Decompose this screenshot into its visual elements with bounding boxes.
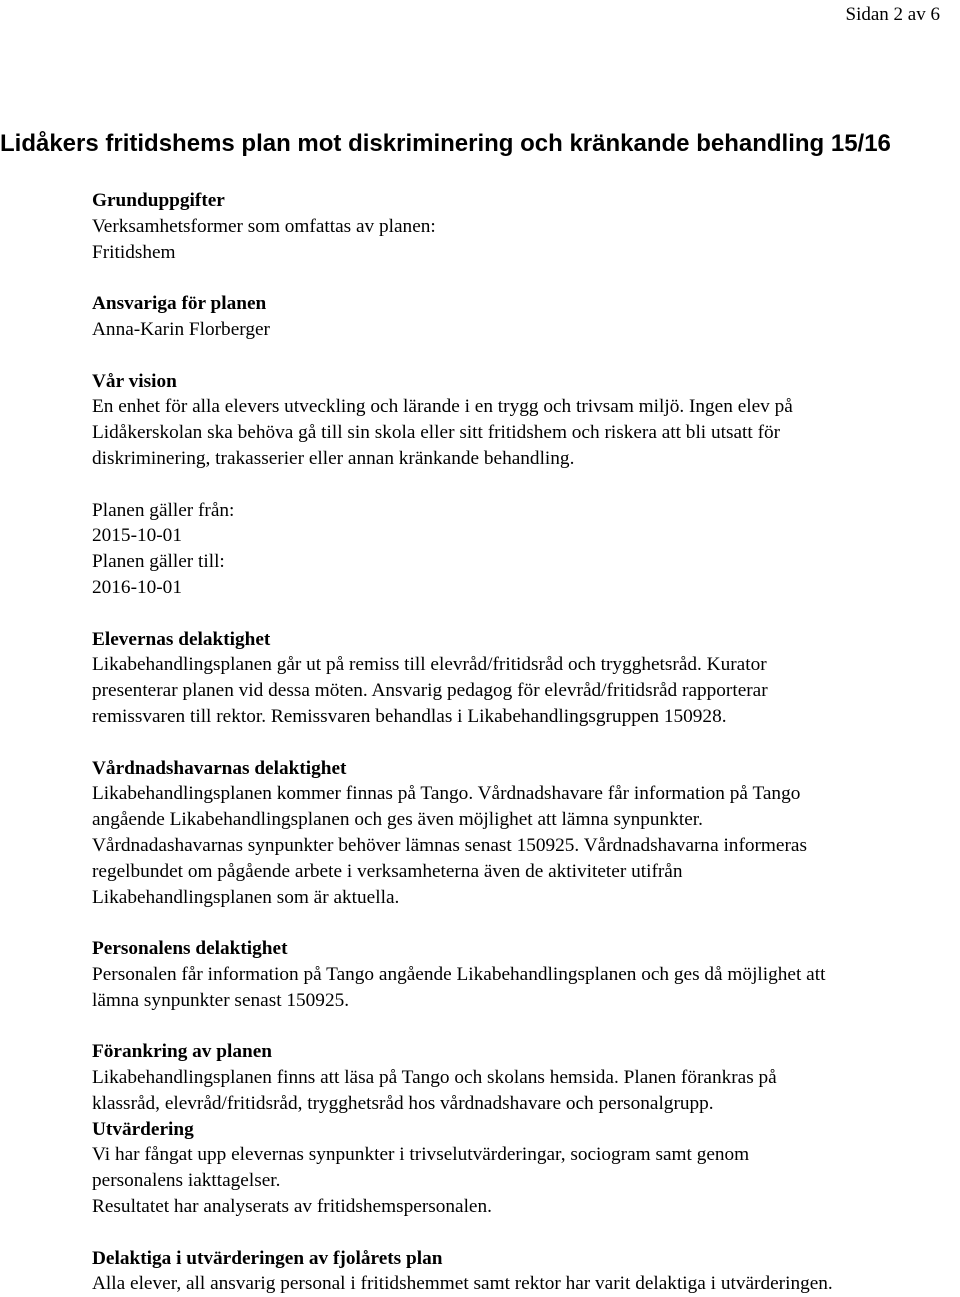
- section-heading: Förankring av planen: [92, 1041, 272, 1063]
- body-line: klassråd, elevråd/fritidsråd, trygghetsråd hos vårdnadshavare och personalgrupp.: [92, 1092, 714, 1114]
- page-number: Sidan 2 av 6: [845, 4, 940, 25]
- document-body: [92, 188, 947, 1297]
- body-line: Anna-Karin Florberger: [92, 318, 270, 340]
- section-heading: Elevernas delaktighet: [92, 628, 271, 650]
- section-utvardering: [92, 1117, 947, 1220]
- body-line: En enhet för alla elevers utveckling och lärande i en trygg och trivsam miljö. Ingen elev på: [92, 396, 793, 418]
- section-grunduppgifter: [92, 188, 947, 265]
- valid-from-date: 2015-10-01: [92, 525, 182, 547]
- body-line: presenterar planen vid dessa möten. Ansvarig pedagog för elevråd/fritidsråd rapporterar: [92, 680, 768, 702]
- body-line: remissvaren till rektor. Remissvaren behandlas i Likabehandlingsgruppen 150928.: [92, 705, 727, 727]
- section-heading: Personalens delaktighet: [92, 938, 288, 960]
- body-line: angående Likabehandlingsplanen och ges även möjlighet att lämna synpunkter.: [92, 809, 703, 831]
- body-line: Likabehandlingsplanen finns att läsa på Tango och skolans hemsida. Planen förankras på: [92, 1067, 777, 1089]
- section-delaktiga-utvardering: [92, 1246, 947, 1297]
- section-personalens-delaktighet: [92, 936, 947, 1013]
- section-vardnadshavarnas-delaktighet: [92, 756, 947, 911]
- body-line: Personalen får information på Tango angående Likabehandlingsplanen och ges då möjlighet att: [92, 963, 826, 985]
- section-heading: Vår vision: [92, 370, 177, 392]
- body-line: lämna synpunkter senast 150925.: [92, 989, 350, 1011]
- body-line: diskriminering, trakasserier eller annan kränkande behandling.: [92, 447, 575, 469]
- body-line: Vårdnadashavarnas synpunkter behöver lämnas senast 150925. Vårdnadshavarna informeras: [92, 834, 807, 856]
- section-giltighet: [92, 498, 947, 601]
- body-line: Fritidshem: [92, 241, 176, 263]
- body-line: Alla elever, all ansvarig personal i fritidshemmet samt rektor har varit delaktiga i utvärderingen.: [92, 1273, 833, 1295]
- body-line: personalens iakttagelser.: [92, 1170, 281, 1192]
- valid-to-date: 2016-10-01: [92, 576, 182, 598]
- section-heading: Vårdnadshavarnas delaktighet: [92, 757, 347, 779]
- section-heading: Delaktiga i utvärderingen av fjolårets plan: [92, 1247, 443, 1269]
- section-heading: Ansvariga för planen: [92, 293, 267, 315]
- body-line: Likabehandlingsplanen som är aktuella.: [92, 886, 400, 908]
- section-elevernas-delaktighet: [92, 627, 947, 730]
- section-ansvariga: [92, 291, 947, 343]
- valid-from-label: Planen gäller från:: [92, 499, 235, 521]
- body-line: Lidåkerskolan ska behöva gå till sin skola eller sitt fritidshem och riskera att bli utsatt för: [92, 422, 781, 444]
- body-line: Likabehandlingsplanen går ut på remiss till elevråd/fritidsråd och trygghetsråd. Kurator: [92, 654, 767, 676]
- body-line: Likabehandlingsplanen kommer finnas på Tango. Vårdnadshavare får information på Tango: [92, 783, 801, 805]
- body-line: Vi har fångat upp elevernas synpunkter i trivselutvärderingar, sociogram samt genom: [92, 1144, 750, 1166]
- section-forankring: [92, 1039, 947, 1116]
- document-title: Lidåkers fritidshems plan mot diskriminering och kränkande behandling 15/16: [0, 130, 891, 157]
- body-line: Resultatet har analyserats av fritidshemspersonalen.: [92, 1196, 492, 1218]
- body-line: Verksamhetsformer som omfattas av planen:: [92, 215, 436, 237]
- section-heading: Grunduppgifter: [92, 190, 225, 211]
- section-vision: [92, 369, 947, 472]
- section-heading: Utvärdering: [92, 1118, 194, 1140]
- body-line: regelbundet om pågående arbete i verksamheterna även de aktiviteter utifrån: [92, 860, 683, 882]
- valid-to-label: Planen gäller till:: [92, 551, 225, 573]
